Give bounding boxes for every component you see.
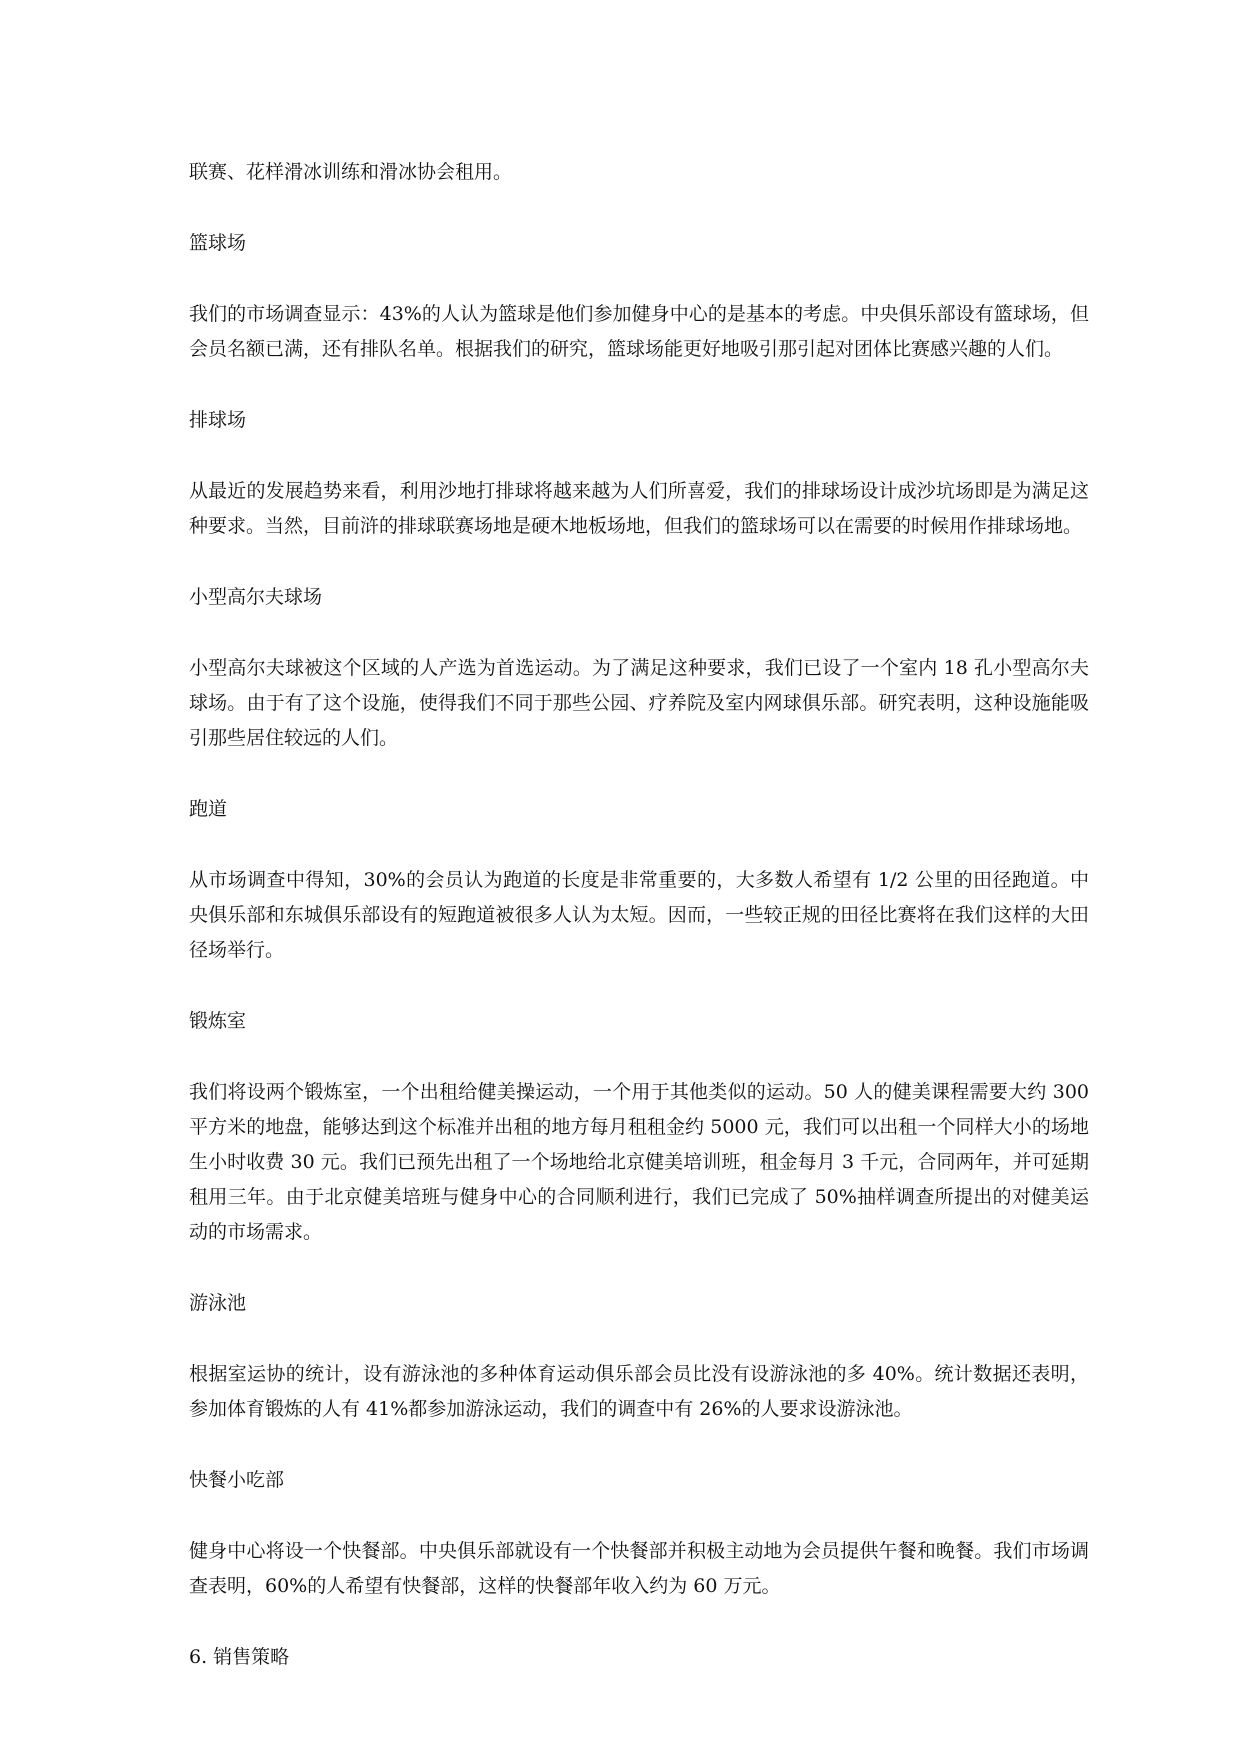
spacer	[189, 1427, 1089, 1463]
heading-exercise-room: 锻炼室	[189, 1010, 247, 1032]
paragraph-mini-golf: 小型高尔夫球被这个区域的人产选为首选运动。为了满足这种要求，我们已设了一个室内 18 孔小型高尔夫球场。由于有了这个设施，使得我们不同于那些公园、疗养院及室内网球俱乐部。研究表明，这种设施能吸引那些居住较远的人们。	[189, 657, 1089, 749]
paragraph-skating-rental: 联赛、花样滑冰训练和滑冰协会租用。	[189, 161, 513, 183]
spacer	[189, 1250, 1089, 1286]
spacer	[189, 968, 1089, 1004]
paragraph-basketball-court: 我们的市场调查显示：43%的人认为篮球是他们参加健身中心的是基本的考虑。中央俱乐部设有篮球场，但会员名额已满，还有排队名单。根据我们的研究，篮球场能更好地吸引那引起对团体比赛感兴趣的人们。	[189, 303, 1089, 360]
paragraph-exercise-room: 我们将设两个锻炼室，一个出租给健美操运动，一个用于其他类似的运动。50 人的健美课程需要大约 300 平方米的地盘，能够达到这个标准并出租的地方每月租租金约 5000 元，我们可以出租一个同样大小的场地生小时收费 30 元。我们已预先出租了一个场地给北京健美培训班，租金每月 3 千元，合同两年，并可延期租用三年。由于北京健美培班与健身中心的合同顺利进行，我们已完成了 50%抽样调查所提出的对健美运动的市场需求。	[189, 1081, 1089, 1243]
paragraph-swimming-pool: 根据室运协的统计，设有游泳池的多种体育运动俱乐部会员比没有设游泳池的多 40%。统计数据还表明，参加体育锻炼的人有 41%都参加游泳运动，我们的调查中有 26%的人要求设游泳池。	[189, 1363, 1089, 1420]
heading-basketball-court: 篮球场	[189, 232, 247, 254]
spacer	[189, 1039, 1089, 1075]
heading-sales-strategy: 6. 销售策略	[189, 1646, 290, 1668]
paragraph-running-track: 从市场调查中得知，30%的会员认为跑道的长度是非常重要的，大多数人希望有 1/2 公里的田径跑道。中央俱乐部和东城俱乐部设有的短跑道被很多人认为太短。因而，一些较正规的田径比赛将在我们这样的大田径场举行。	[189, 869, 1089, 961]
document-body	[189, 155, 1089, 1675]
spacer	[189, 756, 1089, 792]
spacer	[189, 1604, 1089, 1640]
heading-mini-golf: 小型高尔夫球场	[189, 586, 323, 608]
spacer	[189, 190, 1089, 226]
spacer	[189, 615, 1089, 651]
paragraph-volleyball-court: 从最近的发展趋势来看，利用沙地打排球将越来越为人们所喜爱，我们的排球场设计成沙坑场即是为满足这种要求。当然，目前浒的排球联赛场地是硬木地板场地，但我们的篮球场可以在需要的时候用作排球场地。	[189, 480, 1089, 537]
spacer	[189, 827, 1089, 863]
spacer	[189, 438, 1089, 474]
paragraph-snack-bar: 健身中心将设一个快餐部。中央俱乐部就设有一个快餐部并积极主动地为会员提供午餐和晚餐。我们市场调查表明，60%的人希望有快餐部，这样的快餐部年收入约为 60 万元。	[189, 1540, 1089, 1597]
spacer	[189, 1498, 1089, 1534]
heading-running-track: 跑道	[189, 798, 228, 820]
heading-volleyball-court: 排球场	[189, 409, 247, 431]
heading-swimming-pool: 游泳池	[189, 1292, 247, 1314]
spacer	[189, 1321, 1089, 1357]
spacer	[189, 544, 1089, 580]
spacer	[189, 261, 1089, 297]
heading-snack-bar: 快餐小吃部	[189, 1469, 285, 1491]
spacer	[189, 367, 1089, 403]
